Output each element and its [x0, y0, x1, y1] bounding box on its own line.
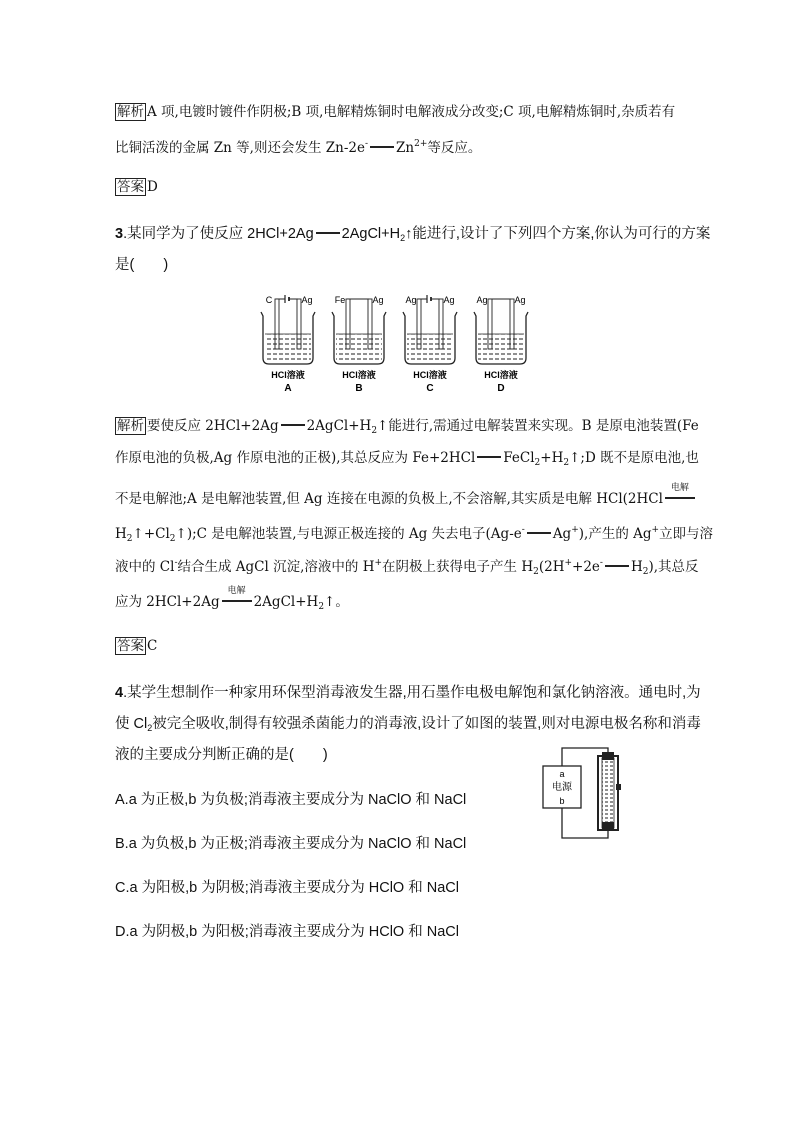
solution-label: HCl溶液 — [413, 370, 447, 380]
q3-answer — [115, 636, 157, 656]
electrode-left-label: Ag — [476, 295, 488, 305]
q2-answer — [115, 177, 158, 197]
beaker-b — [332, 295, 386, 394]
power-label-source: 电源 — [552, 782, 572, 793]
analysis-label: 解析 — [117, 104, 144, 120]
electrode-right-label: Ag — [372, 295, 384, 305]
q3-analysis-line3: 不是电解池;A 是电解池装置,但 Ag 连接在电源的负极上,不会溶解,其实质是电解 HCl(2HCl 电解 — [115, 489, 697, 509]
electrode-right-label: Ag — [514, 295, 526, 305]
answer-value: C — [147, 638, 158, 654]
q4-option-b: B.a 为负极,b 为正极;消毒液主要成分为 NaClO 和 NaCl — [115, 836, 467, 852]
solution-label: HCl溶液 — [484, 370, 518, 380]
q3-analysis-line2: 作原电池的负极,Ag 作原电池的正极),其总反应为 Fe+2HCl $FeCl_2+H_2↑;D$ 既不是原电池,也 — [115, 450, 699, 468]
q3-analysis-line5: 液中的 Cl-结合生成 AgCl 沉淀,溶液中的 H+在阴极上获得电子产生 $H_2(2H^++2e^-$ $H_2$),其总反 — [115, 558, 699, 577]
electrode-right-label: Ag — [301, 295, 313, 305]
q4-option-a: A.a 为正极,b 为负极;消毒液主要成分为 NaClO 和 NaCl — [115, 792, 467, 808]
option-letter: A — [284, 383, 292, 394]
q3-stem-line1: 3.某同学为了使反应 2HCl+2Ag $2AgCl+H_2↑$能进行,设计了下列四个方案,你认为可行的方案 — [115, 226, 711, 243]
q3-analysis-line1: 解析 要使反应 2HCl+2Ag $2AgCl+H_2↑$能进行,需通过电解装置来实现。B 是原电池装置(Fe — [117, 418, 699, 436]
q4-stem-line3: 液的主要成分判断正确的是( ) — [115, 747, 328, 763]
solution-label: HCl溶液 — [271, 370, 305, 380]
beaker-c — [403, 295, 457, 394]
electrode-left-label: Ag — [405, 295, 417, 305]
answer-value: D — [147, 179, 158, 195]
q2-analysis-line1: 解析 A 项,电镀时镀件作阴极;B 项,电解精炼铜时电解液成分改变;C 项,电解精炼铜时,杂质若有 — [117, 104, 676, 120]
answer-label: 答案 — [117, 638, 144, 654]
q4-stem-line1: 4.某学生想制作一种家用环保型消毒液发生器,用石墨作电极电解饱和氯化钠溶液。通电时,为 — [115, 685, 701, 701]
q4-option-d: D.a 为阴极,b 为阳极;消毒液主要成分为 HClO 和 NaCl — [115, 924, 459, 940]
solution-label: HCl溶液 — [342, 370, 376, 380]
q2-analysis-line2: 比铜活泼的金属 Zn 等,则还会发生 Zn-2e- $Zn^{2+}$等反应。 — [115, 139, 482, 156]
q3-analysis-line6: 应为 2HCl+2Ag 电解 $2AgCl+H_2↑$。 — [115, 586, 349, 612]
option-letter: D — [497, 383, 505, 394]
beaker-d — [474, 295, 528, 394]
analysis-label: 解析 — [117, 418, 144, 434]
q4-device-figure — [540, 744, 630, 844]
beaker-a — [261, 295, 315, 394]
electrode-left-label: Fe — [334, 295, 346, 305]
power-label-b: b — [559, 796, 565, 806]
q3-stem-line2: 是( ) — [115, 257, 169, 273]
power-label-a: a — [559, 769, 565, 779]
answer-label: 答案 — [117, 179, 144, 195]
electrode-left-label: C — [265, 295, 273, 305]
q3-beakers-figure — [255, 292, 545, 396]
electrode-right-label: Ag — [443, 295, 455, 305]
option-letter: C — [426, 383, 434, 394]
q4-option-c: C.a 为阳极,b 为阴极;消毒液主要成分为 HClO 和 NaCl — [115, 880, 459, 896]
q3-analysis-line4: $H_2↑+Cl_2↑);C$ 是电解池装置,与电源正极连接的 Ag 失去电子(Ag-e- Ag+),产生的 Ag+立即与溶 — [115, 525, 714, 544]
option-letter: B — [355, 383, 363, 394]
q4-stem-line2: 使 $Cl_2$被完全吸收,制得有较强杀菌能力的消毒液,设计了如图的装置,则对电源电极名称和消毒 — [115, 716, 701, 733]
